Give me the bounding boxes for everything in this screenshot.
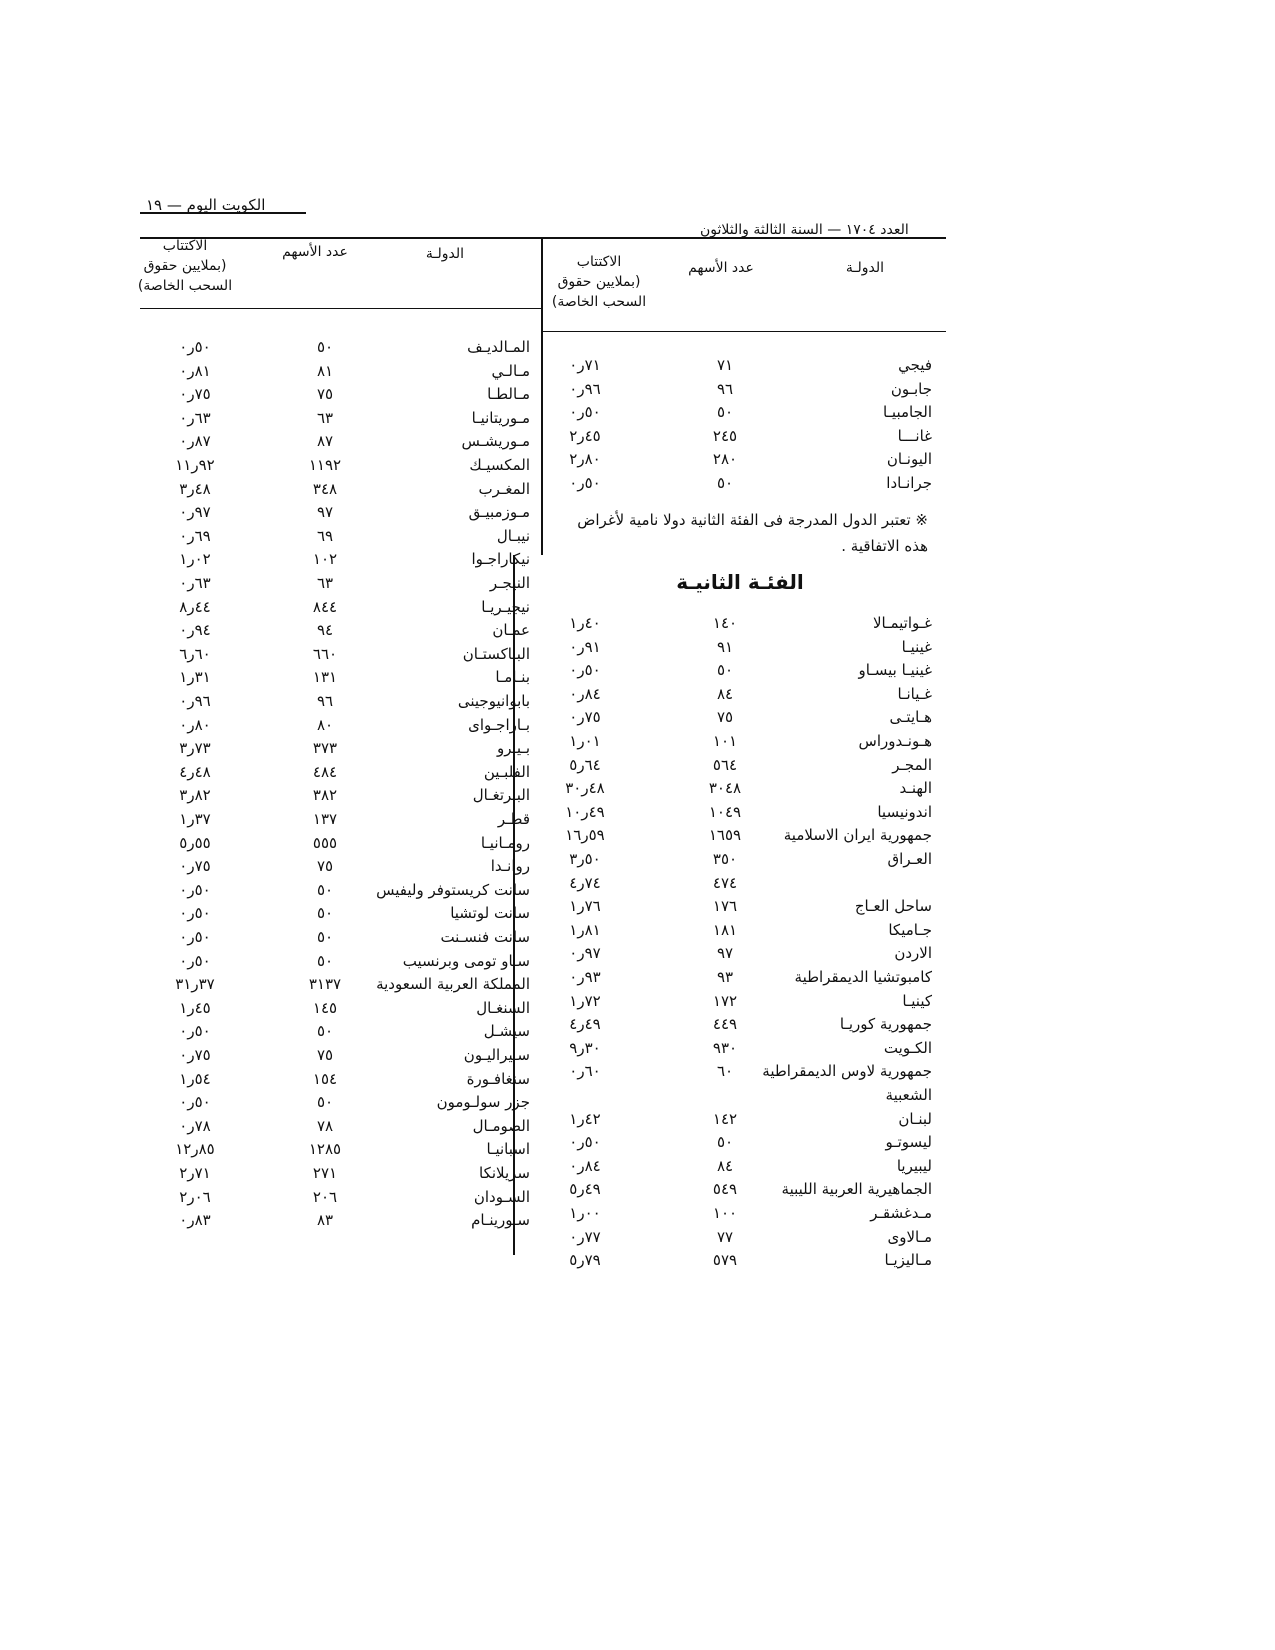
shares-cell: ٥٠ — [316, 338, 334, 356]
country-cell: مـالاوى — [887, 1227, 932, 1246]
shares-cell: ٣٤٨ — [312, 479, 338, 498]
table-row — [0, 527, 1275, 549]
table-row — [0, 621, 1275, 643]
shares-cell: ٢٠٦ — [312, 1187, 338, 1206]
table-row — [0, 668, 1275, 690]
table-row — [0, 338, 1275, 360]
footnote-line1: ※ تعتبر الدول المدرجة فى الفئة الثانية دولا نامية لأغراض — [577, 511, 928, 529]
shares-cell: ١٦٥٩ — [708, 826, 742, 845]
shares-cell: ٢٧١ — [312, 1164, 338, 1182]
country-cell: البـرتغـال — [472, 786, 530, 805]
left-col-country-heading: الدولـة — [425, 246, 465, 262]
subscription-cell: ٧٥ر٠ — [179, 385, 211, 404]
subscription-cell: ٤٥ر١ — [179, 998, 211, 1017]
shares-cell: ٥٠ — [316, 951, 334, 970]
subscription-cell: ٥٠ر٣ — [569, 850, 601, 868]
country-cell: جرانـادا — [886, 473, 932, 492]
country-cell: جمهورية ايران الاسلامية — [783, 826, 932, 845]
subscription-cell: ٣٠ر٩ — [569, 1038, 601, 1057]
header-rule — [140, 237, 946, 239]
country-cell: هـونـدوراس — [858, 732, 932, 750]
table-row — [0, 786, 1275, 808]
shares-cell: ٦٦٠ — [312, 644, 338, 663]
country-cell: السنغـال — [476, 998, 530, 1017]
shares-cell: ٥٠ — [716, 473, 734, 492]
table-row — [0, 362, 1275, 384]
subscription-cell: ٥٥ر٥ — [179, 833, 211, 852]
shares-cell: ٧٨ — [316, 1116, 334, 1135]
subscription-cell: ٧٥ر٠ — [569, 708, 601, 727]
shares-cell: ٥٠ — [716, 661, 734, 680]
country-cell: هـايتـى — [889, 708, 932, 727]
country-cell: بـاراجـواى — [468, 715, 530, 734]
subscription-cell: ٩٧ر٠ — [179, 503, 211, 522]
section-subheading: الفئـة الثانيـة — [676, 570, 804, 594]
subscription-cell: ٤٩ر٤ — [569, 1015, 601, 1034]
subscription-cell: ٣٧ر٣١ — [175, 975, 215, 994]
table-row — [0, 1140, 1275, 1162]
table-row — [0, 409, 1275, 431]
shares-cell: ٥٠ — [316, 928, 334, 946]
table-row — [0, 574, 1275, 596]
country-cell: نيكاراجـوا — [471, 550, 530, 569]
subscription-cell: ٦٣ر٠ — [179, 408, 211, 427]
country-cell: سانت كريستوفر وليفيس — [376, 880, 530, 899]
subscription-cell: ٧٥ر٠ — [179, 857, 211, 876]
country-cell: المجـر — [892, 755, 932, 774]
subscription-heading-line1: الاكتتاب — [162, 238, 208, 254]
table-row — [0, 857, 1275, 879]
country-cell: الفلبـين — [483, 762, 530, 781]
shares-cell: ١٠٤٩ — [708, 802, 742, 821]
country-cell: الاردن — [894, 944, 932, 963]
country-cell: مـالطـا — [487, 385, 530, 404]
shares-cell: ٣٨٢ — [312, 786, 338, 805]
subscription-cell: ٥٠ر٠ — [179, 1022, 211, 1041]
right-col-shares-heading: عدد الأسهم — [688, 260, 754, 276]
country-cell: سنغافـورة — [466, 1069, 530, 1088]
subscription-cell: ٣١ر١ — [179, 668, 211, 687]
shares-cell: ٤٨٤ — [312, 762, 338, 781]
subscription-cell: ٤٨ر٤ — [179, 762, 211, 781]
table-row — [0, 763, 1275, 785]
country-cell: سـاو تومى وبرنسيب — [402, 951, 530, 970]
table-row — [0, 904, 1275, 926]
subscription-cell: ٥٠ر٠ — [569, 403, 601, 421]
table-row — [0, 550, 1275, 572]
subscription-cell: ٩٦ر٠ — [569, 379, 601, 398]
country-cell: مـالـي — [491, 361, 530, 380]
shares-cell: ٥٦٤ — [712, 755, 738, 774]
table-row — [0, 692, 1275, 714]
table-row — [0, 1188, 1275, 1210]
subscription-cell: ٧٢ر١ — [569, 991, 601, 1010]
subscription-cell: ٥٠ر٠ — [569, 1133, 601, 1152]
shares-cell: ٨٤ — [716, 1156, 734, 1175]
subscription-cell: ٧٤ر٤ — [569, 873, 601, 892]
issue-header: العدد ١٧٠٤ — السنة الثالثة والثلاثون — [700, 222, 909, 238]
table-row — [0, 432, 1275, 454]
subscription-cell: ٧٣ر٣ — [179, 739, 211, 758]
subscription-cell: ٧٩ر٥ — [569, 1251, 601, 1270]
table-row — [0, 975, 1275, 997]
country-cell: الهنـد — [899, 779, 932, 798]
subscription-heading-line3: السحب الخاصة) — [551, 294, 647, 310]
subscription-cell: ٠٠ر١ — [569, 1204, 601, 1222]
country-cell: سـيراليـون — [463, 1046, 530, 1064]
shares-cell: ٩٧ — [316, 503, 334, 522]
subscription-heading-line2: (بملايين حقوق — [143, 258, 227, 274]
shares-cell: ٩٤ — [316, 621, 334, 640]
subscription-heading-line1: الاكتتاب — [576, 254, 622, 270]
subscription-heading-line2: (بملايين حقوق — [557, 274, 641, 290]
subscription-cell: ٨٤ر٠ — [569, 1156, 601, 1175]
shares-cell: ١٣٧ — [312, 810, 338, 828]
subscription-cell: ٧١ر٠ — [569, 356, 601, 374]
country-cell: الشعبية — [885, 1086, 932, 1104]
country-cell: غانـــا — [897, 426, 932, 445]
subscription-cell: ٦٠ر٦ — [179, 644, 211, 663]
subscription-cell: ٨٠ر٢ — [569, 450, 601, 468]
subscription-cell: ٤٩ر٥ — [569, 1180, 601, 1199]
subscription-cell: ٩٦ر٠ — [179, 692, 211, 710]
shares-cell: ٢٤٥ — [712, 426, 738, 445]
header-rule-left — [140, 212, 306, 214]
table-row — [0, 1251, 1275, 1273]
country-cell: ساحل العـاج — [854, 897, 932, 916]
shares-cell: ٥٥٥ — [312, 833, 338, 852]
country-cell: الجماهيرية العربية الليبية — [781, 1180, 932, 1199]
subscription-cell: ٨٠ر٠ — [179, 715, 211, 734]
subscription-cell: ٥٠ر٠ — [569, 473, 601, 492]
country-cell: غـيانـا — [897, 684, 932, 703]
shares-cell: ٥٠ — [316, 1093, 334, 1112]
country-cell: مـوريتانيـا — [471, 408, 530, 427]
country-cell: الصومـال — [472, 1116, 530, 1135]
subscription-cell: ٤٥ر٢ — [569, 426, 601, 445]
right-col-subscription-heading — [544, 252, 654, 312]
country-cell: رومـانيـا — [480, 833, 530, 852]
country-cell: سريلانكا — [479, 1164, 530, 1182]
shares-cell: ١٧٦ — [712, 897, 738, 916]
subscription-cell: ٦٣ر٠ — [179, 574, 211, 592]
table-row — [0, 1117, 1275, 1139]
shares-cell: ٤٤٩ — [712, 1015, 738, 1034]
country-cell: جابـون — [890, 379, 932, 398]
subscription-cell: ٥٩ر١٦ — [565, 826, 605, 845]
subscription-cell: ٥٤ر١ — [179, 1069, 211, 1088]
country-cell: بـيـرو — [496, 739, 530, 758]
shares-cell: ٢٨٠ — [712, 450, 738, 468]
table-row — [0, 1022, 1275, 1044]
shares-cell: ٨١ — [316, 361, 334, 380]
table-row — [0, 645, 1275, 667]
subscription-cell: ٦٠ر٠ — [569, 1062, 601, 1081]
country-cell: فيجي — [898, 356, 932, 374]
shares-cell: ١٢٨٥ — [308, 1140, 342, 1159]
subscription-cell: ٧٥ر٠ — [179, 1046, 211, 1064]
country-cell: الكـويت — [883, 1038, 932, 1057]
subscription-cell: ٩١ر٠ — [569, 637, 601, 656]
subscription-cell: ٦٤ر٥ — [569, 755, 601, 774]
shares-cell: ٥٧٩ — [712, 1251, 738, 1270]
table-row — [0, 739, 1275, 761]
shares-cell: ٩٧ — [716, 944, 734, 963]
country-cell: نيبـال — [496, 526, 530, 545]
country-cell: غينيـا بيسـاو — [858, 661, 932, 680]
shares-cell: ٧٥ — [316, 385, 334, 404]
country-cell: بنـامـا — [495, 668, 530, 687]
subscription-cell: ٠٦ر٢ — [179, 1187, 211, 1206]
country-cell: اليونـان — [886, 450, 932, 468]
left-col-subscription-heading — [130, 236, 240, 296]
table-row — [0, 928, 1275, 950]
table-row — [0, 1211, 1275, 1233]
country-cell: سيشـل — [483, 1022, 530, 1041]
shares-cell: ٨٣ — [316, 1211, 334, 1230]
shares-cell: ٦٩ — [316, 526, 334, 545]
shares-cell: ٦٣ — [316, 574, 334, 592]
subscription-cell: ٠٢ر١ — [179, 550, 211, 569]
shares-cell: ٥٠ — [316, 880, 334, 899]
subscription-cell: ٦٩ر٠ — [179, 526, 211, 545]
table-row — [0, 834, 1275, 856]
table-row — [0, 1164, 1275, 1186]
subscription-cell: ٥٠ر٠ — [179, 1093, 211, 1112]
shares-cell: ٣٠٤٨ — [708, 779, 742, 798]
subscription-cell: ٧٨ر٠ — [179, 1116, 211, 1135]
shares-cell: ٥٠ — [716, 1133, 734, 1152]
subscription-cell: ٧٦ر١ — [569, 897, 601, 916]
subscription-cell: ٥٠ر٠ — [569, 661, 601, 680]
shares-cell: ٤٧٤ — [712, 873, 738, 892]
country-cell: المغـرب — [478, 479, 530, 498]
shares-cell: ٧٥ — [316, 1046, 334, 1064]
shares-cell: ٧٥ — [716, 708, 734, 727]
subscription-cell: ٤٢ر١ — [569, 1109, 601, 1128]
shares-cell: ٦٣ — [316, 408, 334, 427]
country-cell: جـاميكا — [888, 920, 932, 939]
shares-cell: ١٠١ — [712, 732, 738, 750]
shares-cell: ٣٥٠ — [712, 850, 738, 868]
footnote-line2: هذه الاتفاقية . — [841, 537, 928, 555]
subscription-cell: ٥٠ر٠ — [179, 338, 211, 356]
shares-cell: ١١٩٢ — [308, 456, 342, 474]
country-cell: غـواتيمـالا — [872, 614, 932, 632]
subscription-cell: ٥٠ر٠ — [179, 880, 211, 899]
country-cell: قطـر — [497, 810, 530, 828]
subscription-cell: ٩٧ر٠ — [569, 944, 601, 963]
shares-cell: ٨٤٤ — [312, 597, 338, 616]
table-row — [0, 952, 1275, 974]
shares-cell: ٩٦ — [316, 692, 334, 710]
shares-cell: ١٤٠ — [712, 614, 738, 632]
subscription-cell: ٩٢ر١١ — [175, 456, 215, 474]
country-cell: لبنـان — [898, 1109, 932, 1128]
country-cell: الجامبيـا — [882, 403, 932, 421]
country-cell: مـدغشقـر — [870, 1204, 932, 1222]
country-cell: روانـدا — [490, 857, 530, 876]
country-cell: ليبيريا — [896, 1156, 932, 1175]
subscription-cell: ٧٧ر٠ — [569, 1227, 601, 1246]
subscription-cell: ٥٠ر٠ — [179, 904, 211, 923]
subscription-cell: ٨١ر٠ — [179, 361, 211, 380]
table-row — [0, 456, 1275, 478]
country-cell: النيجـر — [489, 574, 530, 592]
shares-cell: ٩٣ — [716, 968, 734, 986]
country-cell: البـاكستـان — [462, 644, 530, 663]
country-cell: عمـان — [492, 621, 530, 640]
shares-cell: ٨٧ — [316, 432, 334, 451]
shares-cell: ٥٠ — [316, 904, 334, 923]
country-cell: اسبانيـا — [486, 1140, 530, 1159]
shares-cell: ٩٣٠ — [712, 1038, 738, 1057]
right-col-country-heading: الدولـة — [845, 260, 885, 276]
table-row — [0, 480, 1275, 502]
shares-cell: ٣١٣٧ — [308, 975, 342, 994]
subscription-cell: ٨٣ر٠ — [179, 1211, 211, 1230]
country-cell: العـراق — [887, 850, 932, 868]
shares-cell: ٩١ — [716, 637, 734, 656]
subscription-cell: ٤٩ر١٠ — [565, 802, 605, 821]
shares-cell: ٥٠ — [716, 403, 734, 421]
shares-cell: ٩٦ — [716, 379, 734, 398]
subscription-cell: ٥٠ر٠ — [179, 928, 211, 946]
shares-cell: ٥٠ — [316, 1022, 334, 1041]
country-cell: المـالديـف — [467, 338, 530, 356]
table-row — [0, 503, 1275, 525]
shares-cell: ٧١ — [716, 356, 734, 374]
country-cell: مـوزمبيـق — [468, 503, 530, 522]
left-col-shares-heading: عدد الأسهم — [282, 244, 348, 260]
shares-cell: ١٧٢ — [712, 991, 738, 1010]
shares-cell: ١٠٢ — [312, 550, 338, 569]
subscription-cell: ٤٤ر٨ — [179, 597, 211, 616]
country-cell: سانت فنسـنت — [440, 928, 530, 946]
shares-cell: ١٨١ — [712, 920, 738, 939]
shares-cell: ١٤٢ — [712, 1109, 738, 1128]
subscription-cell: ٨٧ر٠ — [179, 432, 211, 451]
table-row — [0, 385, 1275, 407]
country-cell: جزر سولـومون — [436, 1093, 530, 1112]
subscription-cell: ٤٠ر١ — [569, 614, 601, 632]
country-cell: السـودان — [473, 1187, 530, 1206]
subscription-cell: ٩٣ر٠ — [569, 968, 601, 986]
country-cell: مـوريشـس — [461, 432, 530, 451]
shares-cell: ١٣١ — [312, 668, 338, 687]
shares-cell: ١٥٤ — [312, 1069, 338, 1088]
page-number-header: الكويت اليوم — ١٩ — [146, 196, 266, 214]
country-cell: نيجيـريـا — [481, 597, 530, 616]
shares-cell: ٧٥ — [316, 857, 334, 876]
shares-cell: ٨٠ — [316, 715, 334, 734]
country-cell: اندونيسيا — [877, 802, 932, 821]
shares-cell: ١٤٥ — [312, 998, 338, 1017]
country-cell: جمهورية لاوس الديمقراطية — [762, 1062, 932, 1081]
shares-cell: ٧٧ — [716, 1227, 734, 1246]
country-cell: بابوانيوجينى — [457, 692, 530, 710]
subscription-cell: ٨٢ر٣ — [179, 786, 211, 805]
left-colhead-rule — [140, 308, 541, 309]
subscription-cell: ٣٧ر١ — [179, 810, 211, 828]
subscription-cell: ٩٤ر٠ — [179, 621, 211, 640]
country-cell: سانت لوتشيا — [450, 904, 530, 923]
subscription-cell: ٥٠ر٠ — [179, 951, 211, 970]
subscription-cell: ٧١ر٢ — [179, 1164, 211, 1182]
country-cell: سـورينـام — [471, 1211, 530, 1230]
country-cell: غينيـا — [901, 637, 932, 656]
shares-cell: ٦٠ — [716, 1062, 734, 1081]
table-row — [0, 1093, 1275, 1115]
country-cell: ليسوتـو — [885, 1133, 932, 1152]
shares-cell: ٣٧٣ — [312, 739, 338, 758]
shares-cell: ٥٤٩ — [712, 1180, 738, 1199]
table-row — [0, 999, 1275, 1021]
table-row — [0, 1070, 1275, 1092]
subscription-heading-line3: السحب الخاصة) — [137, 278, 233, 294]
country-cell: مـاليزيـا — [884, 1251, 932, 1270]
table-row — [0, 1046, 1275, 1068]
country-cell: المملكة العربية السعودية — [376, 975, 530, 994]
right-colhead-rule — [541, 331, 946, 332]
subscription-cell: ٨١ر١ — [569, 920, 601, 939]
country-cell: المكسيـك — [469, 456, 530, 474]
table-row — [0, 810, 1275, 832]
shares-cell: ١٠٠ — [712, 1204, 738, 1222]
country-cell: كينيـا — [902, 991, 932, 1010]
country-cell: جمهورية كوريـا — [839, 1015, 932, 1034]
table-row — [0, 598, 1275, 620]
shares-cell: ٨٤ — [716, 684, 734, 703]
table-row — [0, 716, 1275, 738]
subscription-cell: ٤٨ر٣٠ — [565, 779, 605, 798]
subscription-cell: ٨٤ر٠ — [569, 684, 601, 703]
subscription-cell: ٠١ر١ — [569, 732, 601, 750]
table-row — [0, 881, 1275, 903]
subscription-cell: ٤٨ر٣ — [179, 479, 211, 498]
country-cell: كامبوتشيا الديمقراطية — [794, 968, 932, 986]
subscription-cell: ٨٥ر١٢ — [175, 1140, 215, 1159]
